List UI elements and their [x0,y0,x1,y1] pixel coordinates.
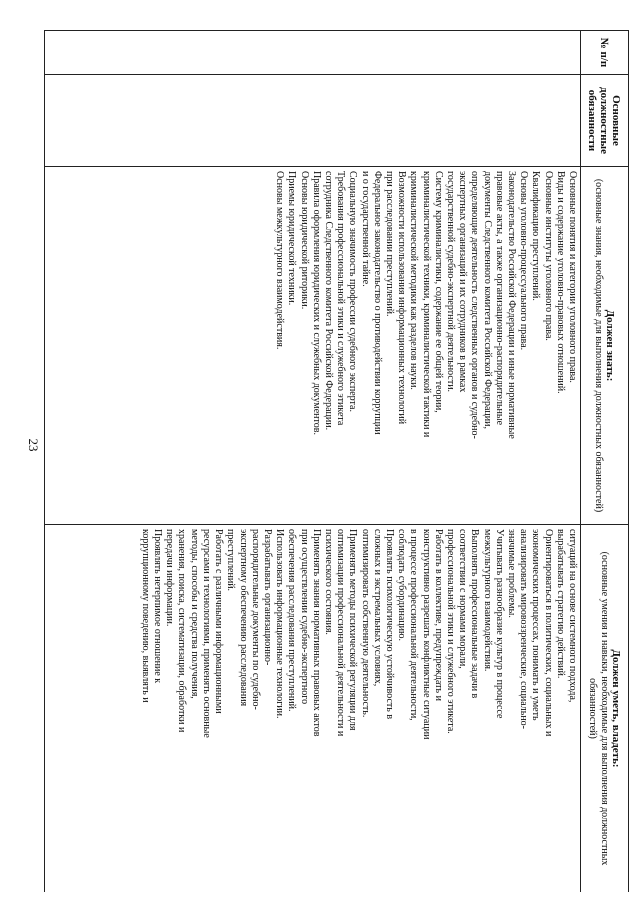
header-skills-subtitle: (основные умения и навыки, необходимые для выполнения должностных обязанностей) [587,551,611,866]
cell-skills [45,525,581,893]
skills-line: передачи информации. [164,529,176,627]
landscape-sheet [44,30,629,892]
knowledge-line: Основные понятия и категории уголовного права. [567,171,578,383]
knowledge-line: правовые акты, а также организационно-распорядительные [493,171,505,426]
skills-text [139,529,578,888]
knowledge-line: Возможности использования информационных технологий [396,171,408,425]
skills-line: межкультурного взаимодействия. [481,529,493,672]
knowledge-line: определяющие деятельность следственных органов и судебно- [469,171,481,439]
header-skills [581,525,629,893]
skills-line: анализировать мировоззренческие, социально- [518,529,530,730]
skills-line: вырабатывать стратегию действий. [554,529,566,679]
knowledge-line: Виды и содержание уголовно-правовых отношений. [554,171,566,394]
skills-line: сложных и экстремальных условиях, [371,529,383,687]
skills-line: конструктивно разрешать конфликтные ситуации [420,529,432,740]
knowledge-text [273,171,578,520]
skills-line: соблюдать субординацию. [396,529,408,641]
knowledge-line: Федеральное законодательство о противодействии коррупции [371,171,383,435]
cell-number [45,31,581,75]
skills-line: экспертному обеспечению расследования [237,529,249,707]
knowledge-line: Основы уголовно-процессуального права. [518,171,530,351]
table-row [45,31,581,893]
competency-table [44,30,629,892]
skills-line: Проявлять нетерпимое отношение к [152,529,164,684]
skills-line: психического состояния. [322,529,334,635]
skills-line: Работать с различными информационными [213,529,225,714]
knowledge-line: Квалификацию преступлений. [530,171,542,301]
knowledge-line: документы Следственного комитета Российской Федерации, [481,171,493,429]
skills-line: экономических процессах, понимать и уметь [530,529,542,721]
rotated-page [44,30,629,892]
skills-line: соответствии с нормами морали, [457,529,469,669]
knowledge-line: Приемы юридической техники. [286,171,298,306]
knowledge-line: Социальную значимость профессии судебного эксперта. [347,171,359,412]
skills-line: обеспечения расследования преступлений. [286,529,298,712]
skills-line: значимые проблемы. [505,529,517,618]
header-duties: Основные должностные обязанности [581,75,629,167]
skills-line: при осуществлении судебно-экспертного [298,529,310,705]
knowledge-line: экспертных организаций и их сотрудников в рамках [457,171,469,393]
knowledge-line: при расследовании преступлений. [383,171,395,317]
skills-line: Разрабатывать организационно- [261,529,273,666]
skills-line: преступлений. [225,529,237,592]
skills-line: Работать в коллективе, предупреждать и [432,529,444,701]
skills-line: Учитывать разнообразие культур в процессе [493,529,505,719]
skills-line: Проявлять психологическую устойчивость в [383,529,395,720]
skills-line: коррупционному поведению, выявлять и [139,529,151,703]
cell-duties [45,75,581,167]
skills-line: оптимизации профессиональной деятельности и [335,529,347,737]
table-header-row [581,31,629,893]
knowledge-line: Требования профессиональной этики и служебного этикета [335,171,347,426]
knowledge-line: сотрудника Следственного комитета Российской Федерации. [322,171,334,431]
header-knowledge-title: Должен знать: [604,309,617,382]
knowledge-line: Основные институты уголовного права. [542,171,554,341]
knowledge-line: Правила оформления юридических и служебных документов. [310,171,322,435]
skills-line: хранения, поиска, систематизации, обработки и [176,529,188,733]
skills-line: распорядительные документы по судебно- [249,529,261,710]
knowledge-line: Основы юридической риторики. [298,171,310,310]
skills-line: Применять знания нормативных правовых актов [310,529,322,737]
knowledge-line: Основы межкультурного взаимодействия. [274,171,286,350]
skills-line: Применять методы психической регуляции для [347,529,359,731]
knowledge-line: государственной судебно-экспертной деятельности. [444,171,456,393]
knowledge-line: Законодательство Российской Федерации и иные нормативные [505,171,517,439]
skills-line: методы, способы и средства получения, [188,529,200,699]
knowledge-line: Систему криминалистики, содержание ее общей теории, [432,171,444,413]
cell-knowledge [45,167,581,525]
skills-line: Ориентироваться в политических, социальных и [542,529,554,737]
page-number: 23 [26,438,41,452]
knowledge-line: и о государственной тайне. [359,171,371,287]
knowledge-line: криминалистической техники, криминалистической тактики и [420,171,432,438]
skills-line: оптимизировать собственную деятельность. [359,529,371,718]
skills-line: Использовать информационные технологии. [274,529,286,719]
skills-line: профессиональной этики и служебного этикета. [444,529,456,734]
header-knowledge-subtitle: (основные знания, необходимые для выполнения должностных обязанностей) [593,178,605,513]
skills-line: в процессе профессиональной деятельности, [408,529,420,721]
header-knowledge [581,167,629,525]
skills-line: ситуаций на основе системного подхода, [567,529,578,703]
skills-line: Выполнять профессиональные задачи в [469,529,481,699]
skills-line: ресурсами и технологиями, применять основные [200,529,212,738]
knowledge-line: криминалистической методики как разделов науки. [408,171,420,390]
header-skills-title: Должен уметь, владеть: [610,649,623,768]
header-number: № п/п [581,31,629,75]
